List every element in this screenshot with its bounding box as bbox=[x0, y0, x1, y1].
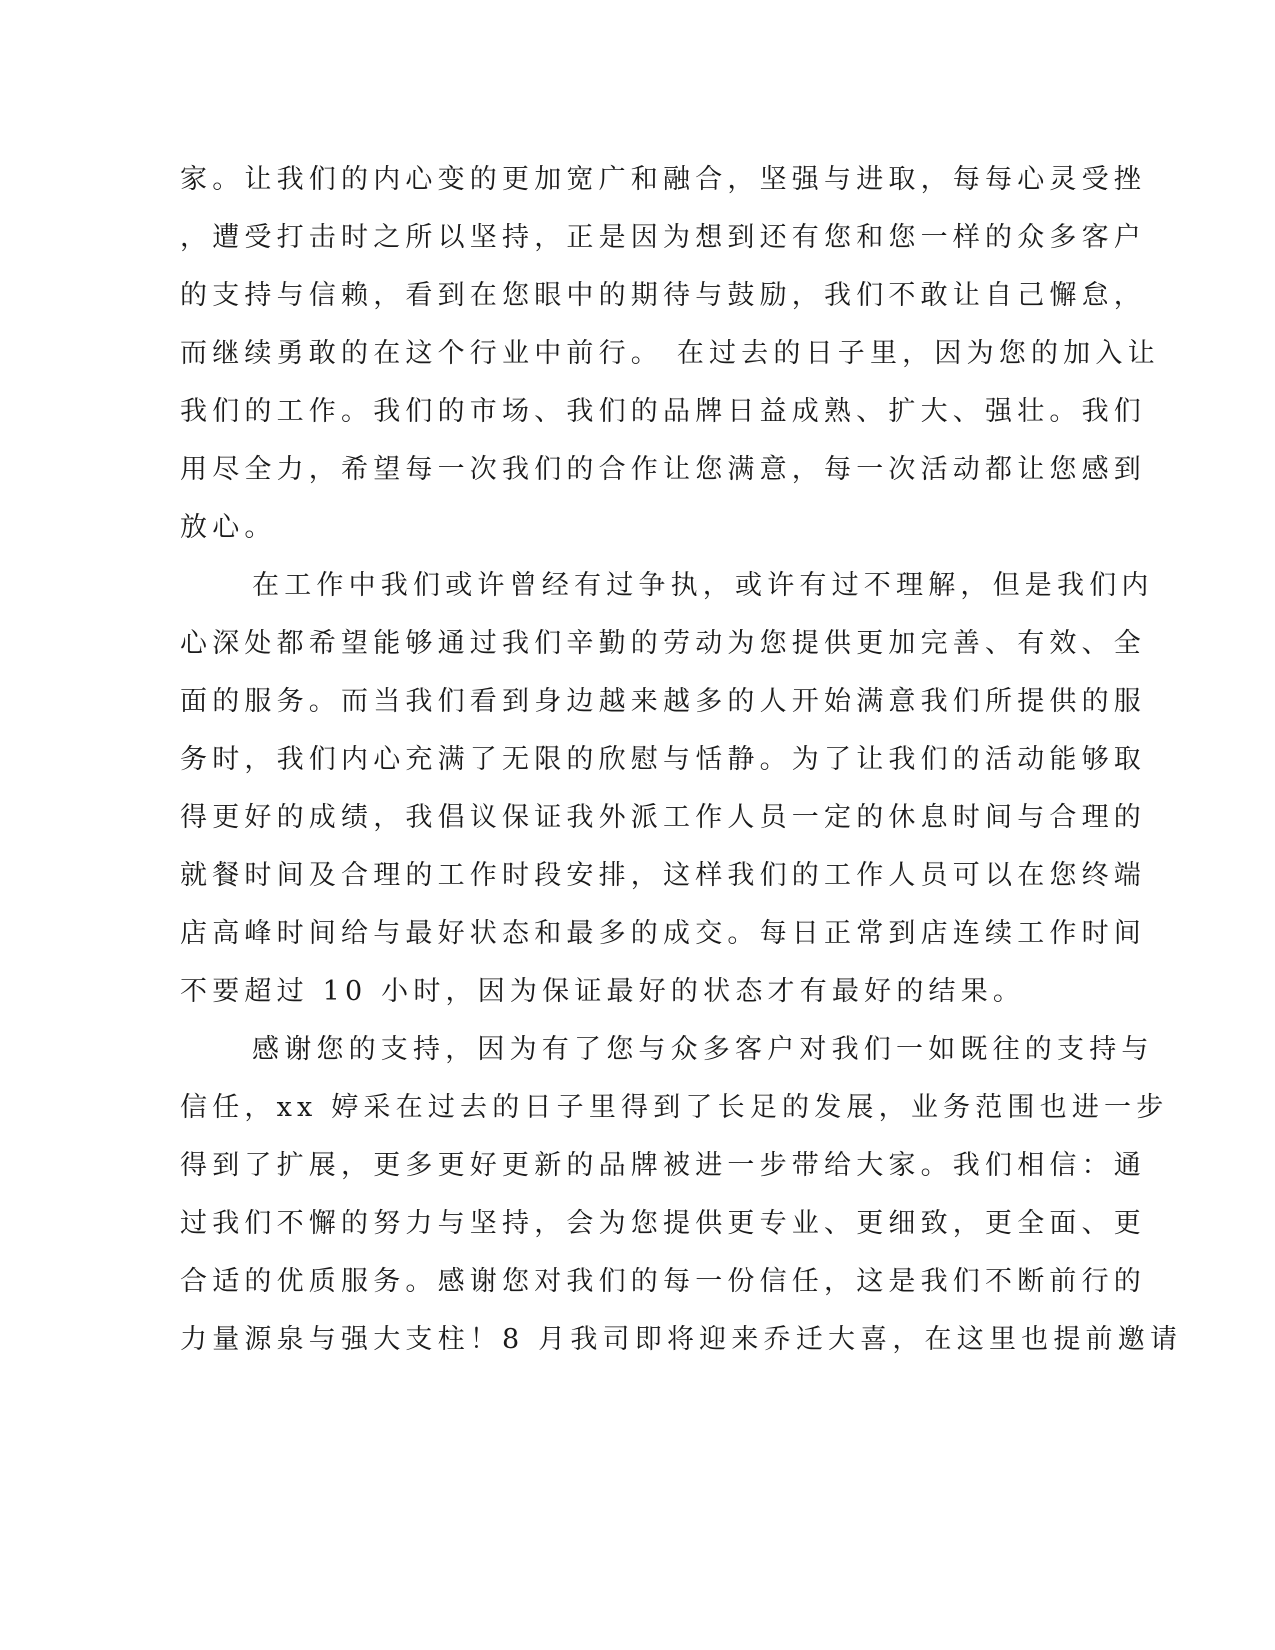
paragraph-first-line: 在工作中我们或许曾经有过争执，或许有过不理解，但是我们内 bbox=[252, 570, 1154, 601]
text-line: 过我们不懈的努力与坚持，会为您提供更专业、更细致，更全面、更 bbox=[180, 1208, 1146, 1239]
text-line: 不要超过 10 小时，因为保证最好的状态才有最好的结果。 bbox=[180, 976, 1026, 1007]
text-line: 信任，xx 婷采在过去的日子里得到了长足的发展，业务范围也进一步 bbox=[180, 1092, 1169, 1123]
paragraph-first-line: 感谢您的支持，因为有了您与众多客户对我们一如既往的支持与 bbox=[252, 1034, 1154, 1065]
text-line: 店高峰时间给与最好状态和最多的成交。每日正常到店连续工作时间 bbox=[180, 918, 1146, 949]
text-line: 力量源泉与强大支柱！8 月我司即将迎来乔迁大喜，在这里也提前邀请 bbox=[180, 1324, 1183, 1355]
text-line: 得到了扩展，更多更好更新的品牌被进一步带给大家。我们相信：通 bbox=[180, 1150, 1146, 1181]
text-line: 我们的工作。我们的市场、我们的品牌日益成熟、扩大、强壮。我们 bbox=[180, 396, 1146, 427]
text-line: 而继续勇敢的在这个行业中前行。 在过去的日子里，因为您的加入让 bbox=[180, 338, 1160, 369]
text-line: 家。让我们的内心变的更加宽广和融合，坚强与进取，每每心灵受挫 bbox=[180, 164, 1146, 195]
text-line: 心深处都希望能够通过我们辛勤的劳动为您提供更加完善、有效、全 bbox=[180, 628, 1146, 659]
text-line: 得更好的成绩，我倡议保证我外派工作人员一定的休息时间与合理的 bbox=[180, 802, 1146, 833]
text-line: 的支持与信赖，看到在您眼中的期待与鼓励，我们不敢让自己懈怠， bbox=[180, 280, 1146, 311]
text-line: 放心。 bbox=[180, 512, 277, 543]
text-line: 合适的优质服务。感谢您对我们的每一份信任，这是我们不断前行的 bbox=[180, 1266, 1146, 1297]
text-line: 用尽全力，希望每一次我们的合作让您满意，每一次活动都让您感到 bbox=[180, 454, 1146, 485]
text-line: ，遭受打击时之所以坚持，正是因为想到还有您和您一样的众多客户 bbox=[180, 222, 1146, 253]
text-line: 务时，我们内心充满了无限的欣慰与恬静。为了让我们的活动能够取 bbox=[180, 744, 1146, 775]
text-line: 就餐时间及合理的工作时段安排，这样我们的工作人员可以在您终端 bbox=[180, 860, 1146, 891]
text-line: 面的服务。而当我们看到身边越来越多的人开始满意我们所提供的服 bbox=[180, 686, 1146, 717]
